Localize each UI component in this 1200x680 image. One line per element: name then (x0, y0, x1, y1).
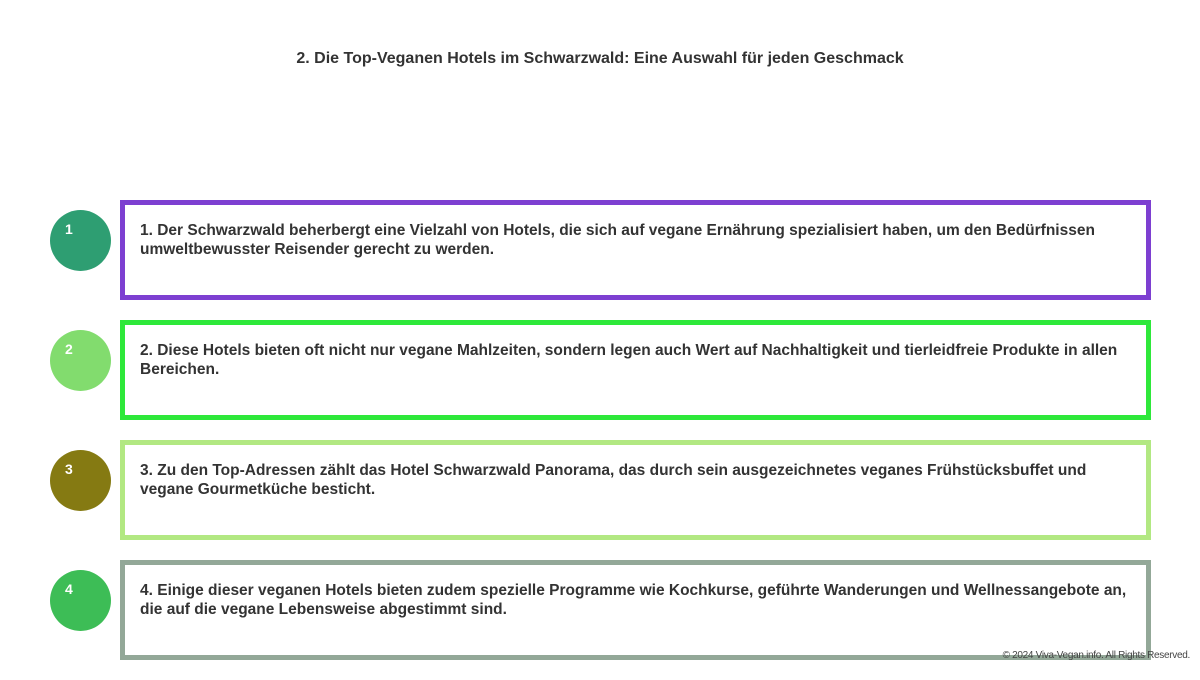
step-text-box (120, 320, 1151, 420)
step-number-badge (50, 570, 111, 631)
step-text: 1. Der Schwarzwald beherbergt eine Vielzahl von Hotels, die sich auf vegane Ernährung spezialisiert haben, um den Bedürfnissen umweltbewusster Reisender gerecht zu werden. (140, 222, 1095, 258)
step-text: 3. Zu den Top-Adressen zählt das Hotel Schwarzwald Panorama, das durch sein ausgezeichnetes veganes Frühstücksbuffet und vegane Gourmetküche besticht. (140, 462, 1087, 498)
step-text-box (120, 440, 1151, 540)
page-title: 2. Die Top-Veganen Hotels im Schwarzwald: Eine Auswahl für jeden Geschmack (296, 50, 904, 67)
step-number: 4 (65, 581, 73, 597)
list-item (0, 200, 1200, 300)
step-number-badge (50, 450, 111, 511)
step-text: 4. Einige dieser veganen Hotels bieten zudem spezielle Programme wie Kochkurse, geführte Wanderungen und Wellnessangebote an, die auf die vegane Lebensweise abgestimmt sind. (140, 582, 1127, 618)
list-item (0, 320, 1200, 420)
copyright-footer: © 2024 Viva-Vegan.info. All Rights Reserved. (1002, 650, 1190, 661)
step-text-box (120, 560, 1151, 660)
step-number-badge (50, 330, 111, 391)
step-number-badge (50, 210, 111, 271)
step-text-box (120, 200, 1151, 300)
step-number: 2 (65, 341, 73, 357)
step-text: 2. Diese Hotels bieten oft nicht nur vegane Mahlzeiten, sondern legen auch Wert auf Nachhaltigkeit und tierleidfreie Produkte in allen Bereichen. (140, 342, 1118, 378)
step-number: 1 (65, 221, 73, 237)
list-item (0, 440, 1200, 540)
step-number: 3 (65, 461, 73, 477)
list-item (0, 560, 1200, 660)
